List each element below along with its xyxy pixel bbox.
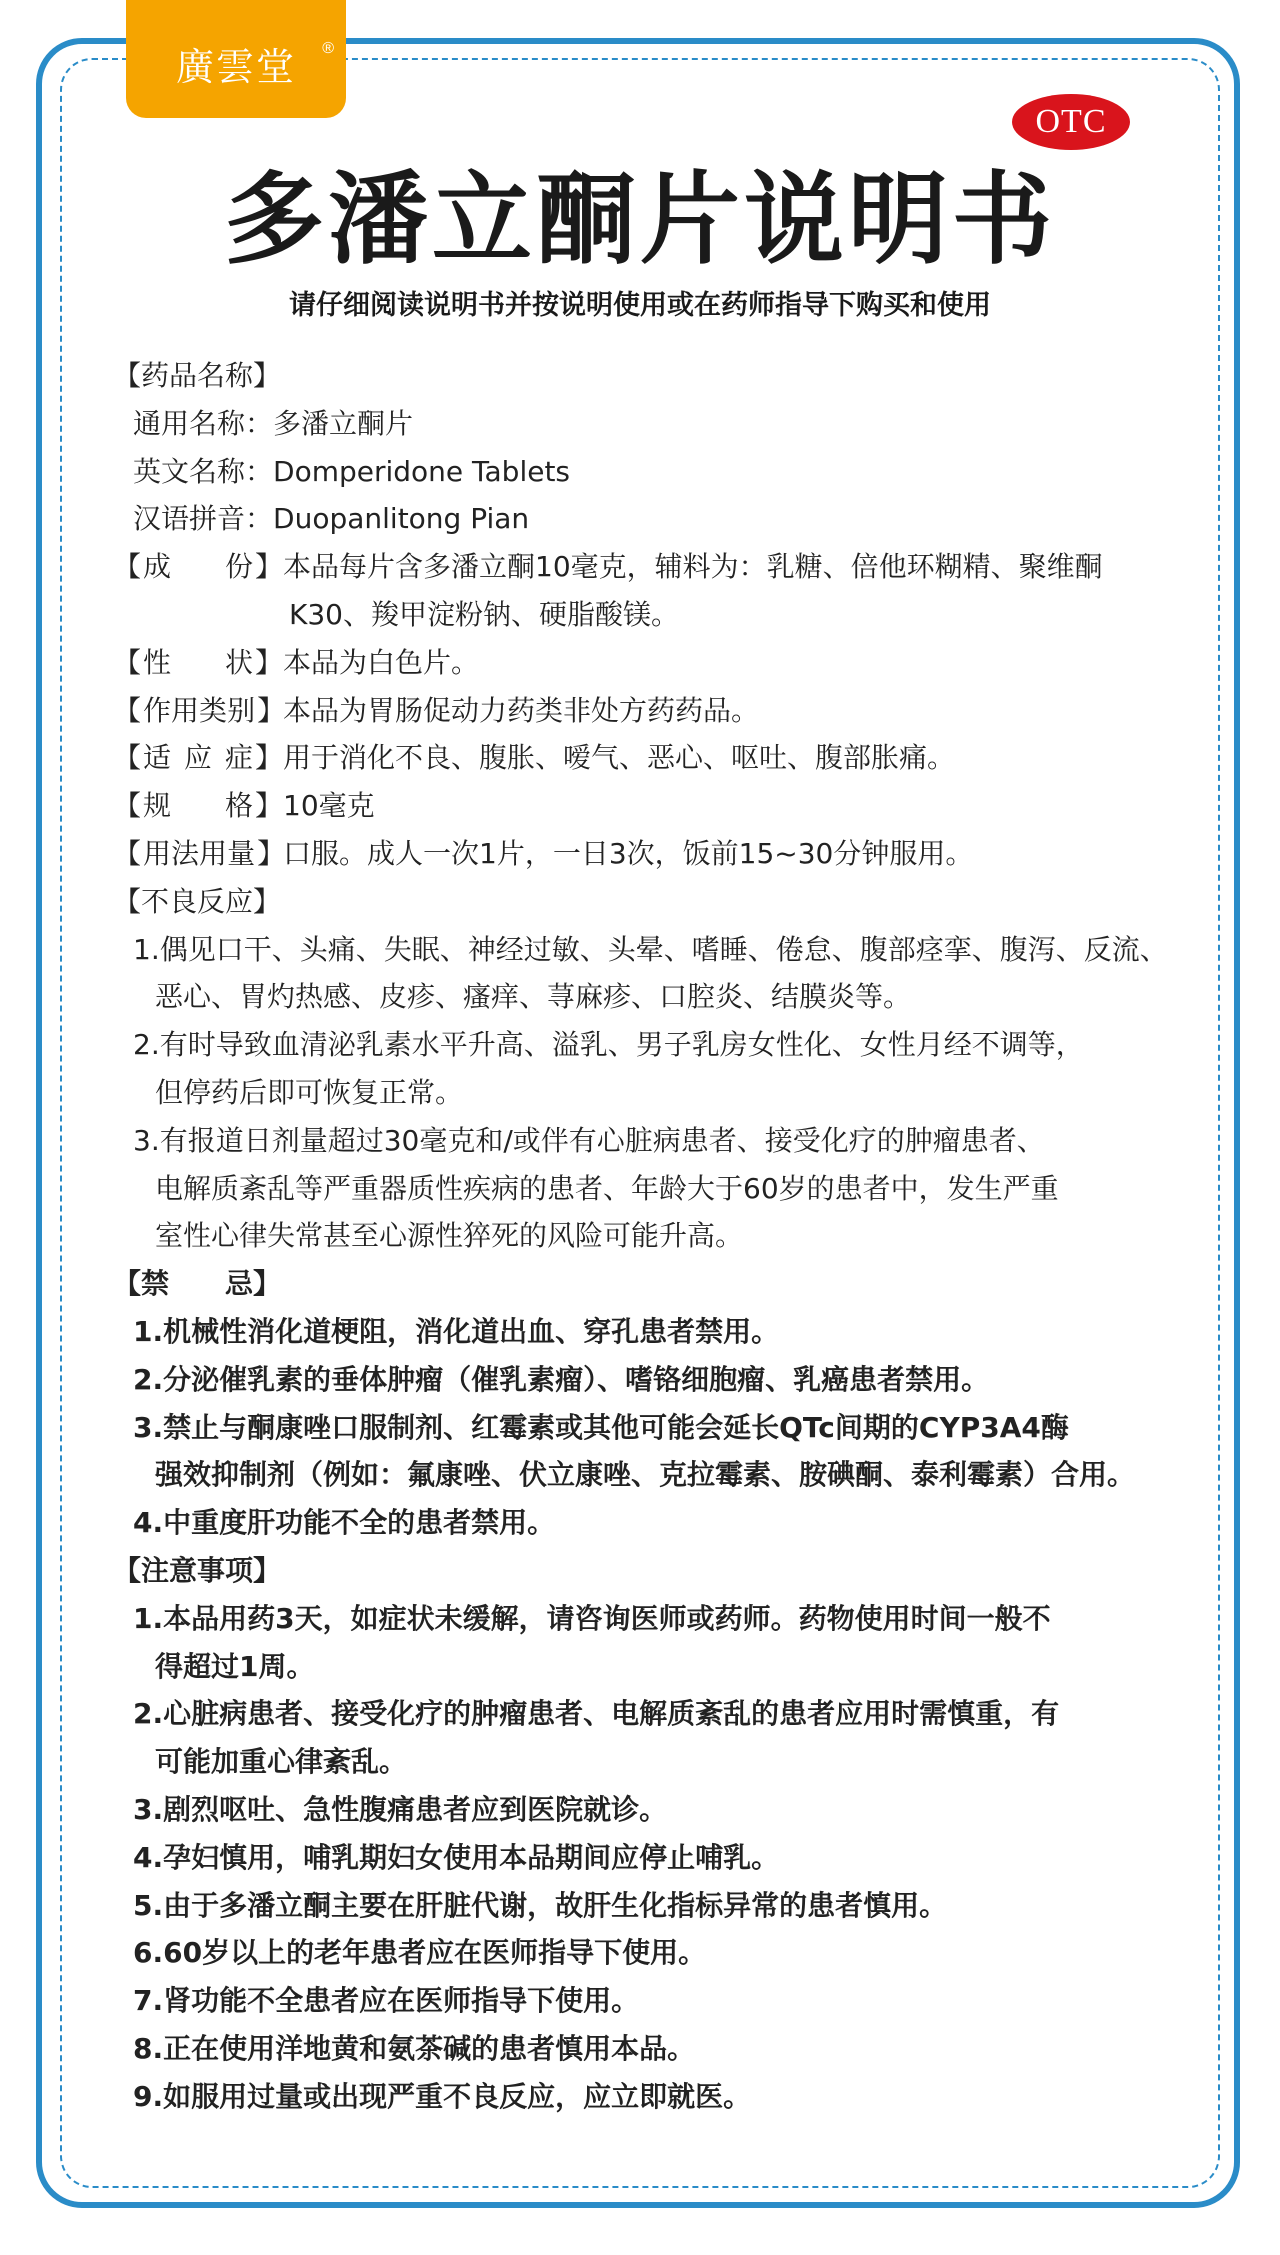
contraindication-item: 4.中重度肝功能不全的患者禁用。: [133, 1506, 556, 1540]
precaution-item: 3.剧烈呕吐、急性腹痛患者应到医院就诊。: [133, 1792, 668, 1826]
field-label-open: 【: [113, 789, 142, 823]
label-char: 性: [143, 645, 172, 679]
field-label-text: [141, 639, 255, 687]
field-label-close: 】: [257, 693, 286, 727]
english-name-row: [113, 448, 1163, 496]
otc-badge: [1012, 94, 1130, 150]
field-row: [113, 734, 1163, 782]
field-label-text: [141, 734, 255, 782]
contraindication-item: 3.禁止与酮康唑口服制剂、红霉素或其他可能会延长QTc间期的CYP3A4酶: [133, 1410, 1069, 1444]
field-label-close: 】: [254, 645, 283, 679]
field-label: [113, 830, 286, 878]
adverse-reaction-item: 室性心律失常甚至心源性猝死的风险可能升高。: [155, 1219, 744, 1253]
precaution-item: 2.心脏病患者、接受化疗的肿瘤患者、电解质紊乱的患者应用时需慎重，有: [133, 1697, 1060, 1731]
field-label-text: [141, 830, 257, 878]
label-char: 用: [199, 836, 228, 870]
precaution-item: 8.正在使用洋地黄和氨茶碱的患者慎用本品。: [133, 2031, 696, 2065]
adverse-reaction-item: 1.偶见口干、头痛、失眠、神经过敏、头晕、嗜睡、倦怠、腹部痉挛、腹泻、反流、: [133, 932, 1168, 966]
label-char: 类: [199, 693, 228, 727]
field-label-close: 】: [254, 741, 283, 775]
contraindication-item: 强效抑制剂（例如：氟康唑、伏立康唑、克拉霉素、胺碘酮、泰利霉素）合用。: [155, 1458, 1136, 1492]
field-label-close: 】: [254, 789, 283, 823]
english-name-value: Domperidone Tablets: [273, 454, 571, 488]
field-list: [113, 543, 1163, 878]
label-char: 状: [224, 645, 253, 679]
field-label: [113, 543, 283, 591]
brand-logo-text: 廣雲堂: [175, 44, 296, 89]
label-char: 别: [227, 693, 256, 727]
otc-badge-text: OTC: [1035, 103, 1107, 140]
field-row: [113, 687, 1163, 735]
label-char: 用: [171, 693, 200, 727]
contraindication-item: 1.机械性消化道梗阻，消化道出血、穿孔患者禁用。: [133, 1314, 780, 1348]
field-value: 10毫克: [283, 789, 375, 823]
field-label: [113, 734, 283, 782]
label-char: 格: [224, 789, 253, 823]
field-value: 用于消化不良、腹胀、嗳气、恶心、呕吐、腹部胀痛。: [283, 741, 956, 775]
adverse-reaction-item: 2.有时导致血清泌乳素水平升高、溢乳、男子乳房女性化、女性月经不调等，: [133, 1028, 1084, 1062]
field-row: [113, 830, 1163, 878]
pinyin-label: 汉语拼音：: [133, 502, 274, 536]
adverse-reactions-header: 【不良反应】: [113, 884, 282, 918]
field-label-open: 【: [113, 693, 142, 727]
adverse-reaction-item: 恶心、胃灼热感、皮疹、瘙痒、荨麻疹、口腔炎、结膜炎等。: [155, 980, 912, 1014]
precaution-item: 4.孕妇慎用，哺乳期妇女使用本品期间应停止哺乳。: [133, 1840, 780, 1874]
precaution-item: 可能加重心律紊乱。: [155, 1745, 408, 1779]
field-value: 口服。成人一次1片，一日3次，饭前15~30分钟服用。: [283, 836, 974, 870]
adverse-reaction-item: 3.有报道日剂量超过30毫克和/或伴有心脏病患者、接受化疗的肿瘤患者、: [133, 1123, 1045, 1157]
page-subtitle: 请仔细阅读说明书并按说明使用或在药师指导下购买和使用: [289, 290, 991, 321]
precaution-item: 5.由于多潘立酮主要在肝脏代谢，故肝生化指标异常的患者慎用。: [133, 1888, 948, 1922]
precaution-item: 7.肾功能不全患者应在医师指导下使用。: [133, 1984, 640, 2018]
adverse-reaction-item: 电解质紊乱等严重器质性疾病的患者、年龄大于60岁的患者中，发生严重: [155, 1171, 1059, 1205]
contraindications-header: 【禁 忌】: [113, 1267, 282, 1301]
precaution-item: 9.如服用过量或出现严重不良反应，应立即就医。: [133, 2079, 752, 2113]
generic-name-label: 通用名称：: [133, 406, 274, 440]
field-label: [113, 687, 286, 735]
page-title: 多潘立酮片说明书: [224, 161, 1056, 278]
field-row: [113, 543, 1163, 591]
precautions-list: [113, 1595, 1163, 2121]
field-label-close: 】: [254, 550, 283, 584]
field-value: 本品每片含多潘立酮10毫克，辅料为：乳糖、倍他环糊精、聚维酮: [283, 550, 1103, 584]
field-label-text: [141, 543, 255, 591]
pinyin-value: Duopanlitong Pian: [273, 502, 530, 536]
field-row: [113, 782, 1163, 830]
label-char: 法: [171, 836, 200, 870]
generic-name-row: [113, 400, 1163, 448]
field-label: [113, 782, 283, 830]
field-row: [113, 639, 1163, 687]
leaflet-body: [113, 352, 1168, 2120]
label-char: 作: [143, 693, 172, 727]
label-char: 应: [183, 741, 212, 775]
precaution-item: 1.本品用药3天，如症状未缓解，请咨询医师或药师。药物使用时间一般不: [133, 1601, 1051, 1635]
adverse-reaction-item: 但停药后即可恢复正常。: [155, 1075, 464, 1109]
label-char: 成: [143, 550, 172, 584]
generic-name-value: 多潘立酮片: [273, 406, 414, 440]
drug-name-header: 【药品名称】: [113, 359, 282, 392]
label-char: 症: [224, 741, 253, 775]
field-label-open: 【: [113, 741, 142, 775]
field-label-close: 】: [257, 836, 286, 870]
label-char: 规: [143, 789, 172, 823]
adverse-reactions-list: [113, 926, 1168, 1261]
precaution-item: 得超过1周。: [155, 1649, 315, 1683]
brand-logo: [126, 0, 346, 118]
precautions-header: 【注意事项】: [113, 1553, 282, 1587]
label-char: 份: [224, 550, 253, 584]
field-label-open: 【: [113, 836, 142, 870]
field-label-text: [141, 782, 255, 830]
pinyin-row: [113, 495, 1163, 543]
english-name-label: 英文名称：: [133, 454, 274, 488]
field-value-continued: K30、羧甲淀粉钠、硬脂酸镁。: [289, 597, 679, 631]
field-label: [113, 639, 283, 687]
field-label-open: 【: [113, 550, 142, 584]
field-value: 本品为白色片。: [283, 645, 480, 679]
field-value: 本品为胃肠促动力药类非处方药药品。: [283, 693, 760, 727]
contraindications-list: [113, 1308, 1163, 1547]
label-char: 用: [143, 836, 172, 870]
precaution-item: 6.60岁以上的老年患者应在医师指导下使用。: [133, 1936, 707, 1970]
field-label-open: 【: [113, 645, 142, 679]
label-char: 适: [143, 741, 172, 775]
contraindication-item: 2.分泌催乳素的垂体肿瘤（催乳素瘤）、嗜铬细胞瘤、乳癌患者禁用。: [133, 1362, 990, 1396]
registered-mark: ®: [322, 40, 334, 57]
label-char: 量: [227, 836, 256, 870]
field-label-text: [141, 687, 257, 735]
